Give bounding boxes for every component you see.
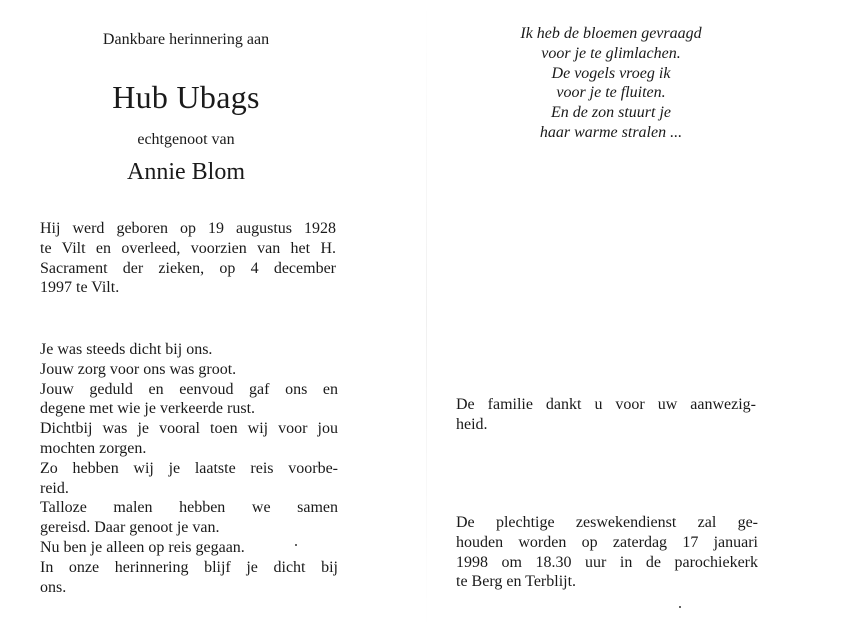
service-line: houden worden op zaterdag 17 januari — [456, 533, 758, 551]
quote-line: voor je te fluiten. — [556, 84, 666, 102]
memorial-poem — [40, 340, 338, 597]
service-line: 1998 om 18.30 uur in de parochiekerk — [456, 553, 758, 571]
poem-line: Jouw geduld en eenvoud gaf ons en — [40, 380, 338, 398]
poem-line: Zo hebben wij je laatste reis voorbe- — [40, 459, 338, 477]
quote-line: De vogels vroeg ik — [551, 64, 671, 82]
spouse-label: echtgenoot van — [137, 131, 235, 148]
right-panel — [426, 0, 852, 633]
poem-line: mochten zorgen. — [40, 439, 147, 457]
memorial-service-notice — [456, 513, 758, 592]
poem-line: Dichtbij was je vooral toen wij voor jou — [40, 420, 338, 438]
deceased-name: Hub Ubags — [112, 79, 260, 115]
paragraph-line: Hij werd geboren op 19 augustus 1928 — [40, 220, 336, 237]
poem-line: Je was steeds dicht bij ons. — [40, 341, 213, 358]
thanks-line: heid. — [456, 415, 488, 433]
spouse-name: Annie Blom — [127, 159, 245, 185]
poem-line: Jouw zorg voor ons was groot. — [40, 360, 237, 378]
paragraph-line: Sacrament der zieken, op 4 december — [40, 259, 336, 277]
flower-quote — [486, 24, 736, 143]
quote-line: haar warme stralen ... — [539, 123, 683, 141]
paragraph-line: 1997 te Vilt. — [40, 279, 120, 297]
scan-speck — [679, 606, 681, 608]
service-line: te Berg en Terblijt. — [456, 573, 577, 591]
poem-line: Nu ben je alleen op reis gegaan. — [40, 538, 245, 556]
quote-line: Ik heb de bloemen gevraagd — [520, 25, 702, 42]
poem-line: Talloze malen hebben we samen — [40, 499, 338, 517]
quote-line: voor je te glimlachen. — [541, 44, 681, 62]
intro-text: Dankbare herinnering aan — [102, 31, 270, 48]
poem-line: gereisd. Daar genoot je van. — [40, 519, 220, 537]
scan-speck — [295, 544, 297, 546]
family-thanks — [456, 395, 756, 435]
poem-line: ons. — [40, 578, 67, 596]
quote-line: En de zon stuurt je — [551, 104, 671, 122]
poem-line: degene met wie je verkeerde rust. — [40, 400, 256, 418]
birth-death-paragraph — [40, 219, 336, 298]
service-line: De plechtige zeswekendienst zal ge- — [456, 514, 758, 531]
poem-line: reid. — [40, 479, 69, 497]
paragraph-line: te Vilt en overleed, voorzien van het H. — [40, 239, 336, 257]
thanks-line: De familie dankt u voor uw aanwezig- — [456, 396, 756, 413]
poem-line: In onze herinnering blijf je dicht bij — [40, 558, 338, 576]
